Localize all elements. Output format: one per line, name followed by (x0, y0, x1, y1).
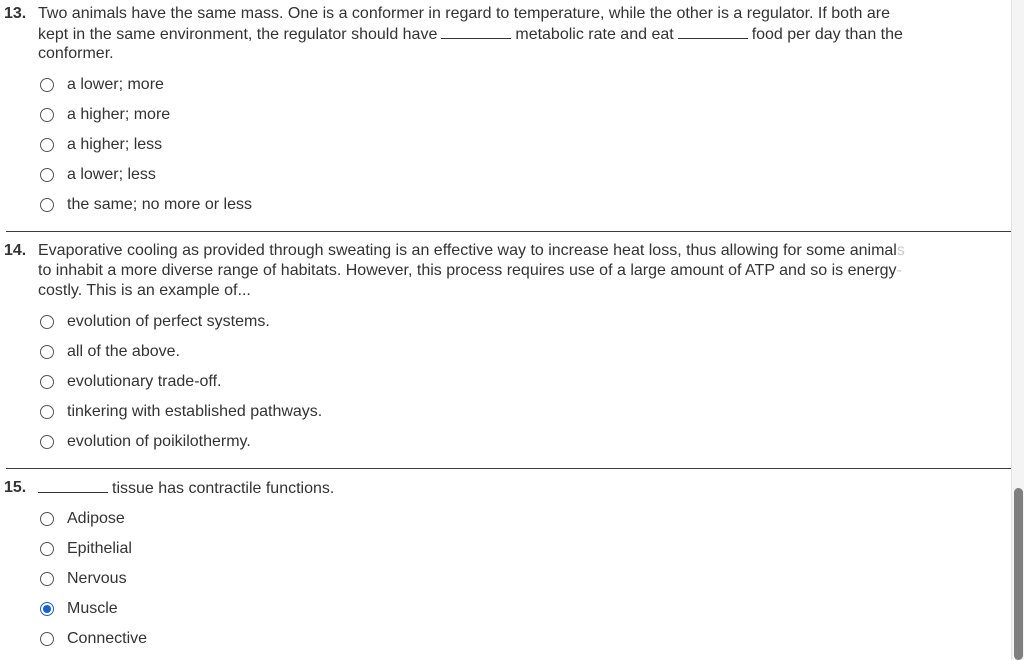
question-text-segment: metabolic rate and eat (515, 26, 674, 43)
radio-button[interactable] (40, 405, 54, 419)
question-text: Two animals have the same mass. One is a conformer in regard to temperature, while the other is a regulator. If both are (38, 5, 890, 22)
answer-option[interactable] (40, 371, 221, 393)
answer-option[interactable] (40, 598, 118, 620)
question-text-segment: tissue has contractile functions. (112, 480, 335, 497)
answer-option[interactable] (40, 508, 125, 530)
answer-option[interactable] (40, 74, 164, 96)
radio-button[interactable] (40, 512, 54, 526)
radio-button-selected[interactable] (40, 602, 54, 616)
answer-blank (38, 478, 108, 493)
answer-option[interactable] (40, 341, 180, 363)
option-label: a lower; less (67, 166, 156, 183)
question-divider (6, 468, 1011, 469)
vertical-scrollbar[interactable] (1011, 0, 1024, 660)
answer-option[interactable] (40, 568, 127, 590)
radio-button[interactable] (40, 375, 54, 389)
option-label: Adipose (67, 510, 125, 527)
question-text-overflow: - (896, 262, 902, 279)
answer-option[interactable] (40, 164, 156, 186)
option-label: evolution of perfect systems. (67, 313, 270, 330)
answer-option[interactable] (40, 431, 251, 453)
question-text-line-3: conformer. (38, 45, 114, 62)
radio-button[interactable] (40, 198, 54, 212)
option-label: Muscle (67, 600, 118, 617)
answer-blank (678, 24, 748, 39)
question-text-segment: to inhabit a more diverse range of habitats. However, this process requires use of a large amount of ATP and so is energy (38, 262, 897, 279)
answer-option[interactable] (40, 311, 270, 333)
answer-option[interactable] (40, 538, 132, 560)
option-label: a higher; less (67, 136, 163, 153)
answer-option[interactable] (40, 628, 147, 650)
question-text-segment: kept in the same environment, the regulator should have (38, 26, 438, 43)
question-divider (6, 231, 1011, 232)
answer-option[interactable] (40, 401, 322, 423)
question-text (38, 478, 334, 499)
radio-button[interactable] (40, 138, 54, 152)
question-text (38, 241, 905, 261)
option-label: the same; no more or less (67, 196, 252, 213)
radio-button[interactable] (40, 345, 54, 359)
answer-option[interactable] (40, 104, 170, 126)
radio-button[interactable] (40, 108, 54, 122)
radio-button[interactable] (40, 315, 54, 329)
answer-option[interactable] (40, 134, 162, 156)
option-label: tinkering with established pathways. (67, 403, 323, 420)
radio-button[interactable] (40, 435, 54, 449)
option-label: evolution of poikilothermy. (67, 433, 251, 450)
answer-option[interactable] (40, 194, 252, 216)
radio-button[interactable] (40, 168, 54, 182)
option-label: a lower; more (67, 76, 164, 93)
radio-button[interactable] (40, 542, 54, 556)
answer-blank (441, 24, 511, 39)
question-text-segment: food per day than the (751, 26, 903, 43)
scrollbar-thumb[interactable] (1014, 488, 1023, 660)
question-text-segment: Evaporative cooling as provided through sweating is an effective way to increase heat loss, thus allowing for some animal (38, 242, 897, 259)
option-label: evolutionary trade-off. (67, 373, 222, 390)
option-label: Nervous (67, 570, 127, 587)
radio-button[interactable] (40, 632, 54, 646)
radio-button[interactable] (40, 78, 54, 92)
option-label: Connective (67, 630, 148, 647)
question-number: 13. (4, 5, 27, 22)
option-label: all of the above. (67, 343, 180, 360)
question-text-line-2 (38, 261, 902, 281)
question-text-line-2 (38, 24, 903, 45)
question-text-overflow: s (896, 242, 905, 259)
question-text-line-3: costly. This is an example of... (38, 282, 251, 299)
question-number: 15. (4, 479, 27, 496)
option-label: Epithelial (67, 540, 132, 557)
radio-button[interactable] (40, 572, 54, 586)
option-label: a higher; more (67, 106, 171, 123)
question-number: 14. (4, 242, 27, 259)
